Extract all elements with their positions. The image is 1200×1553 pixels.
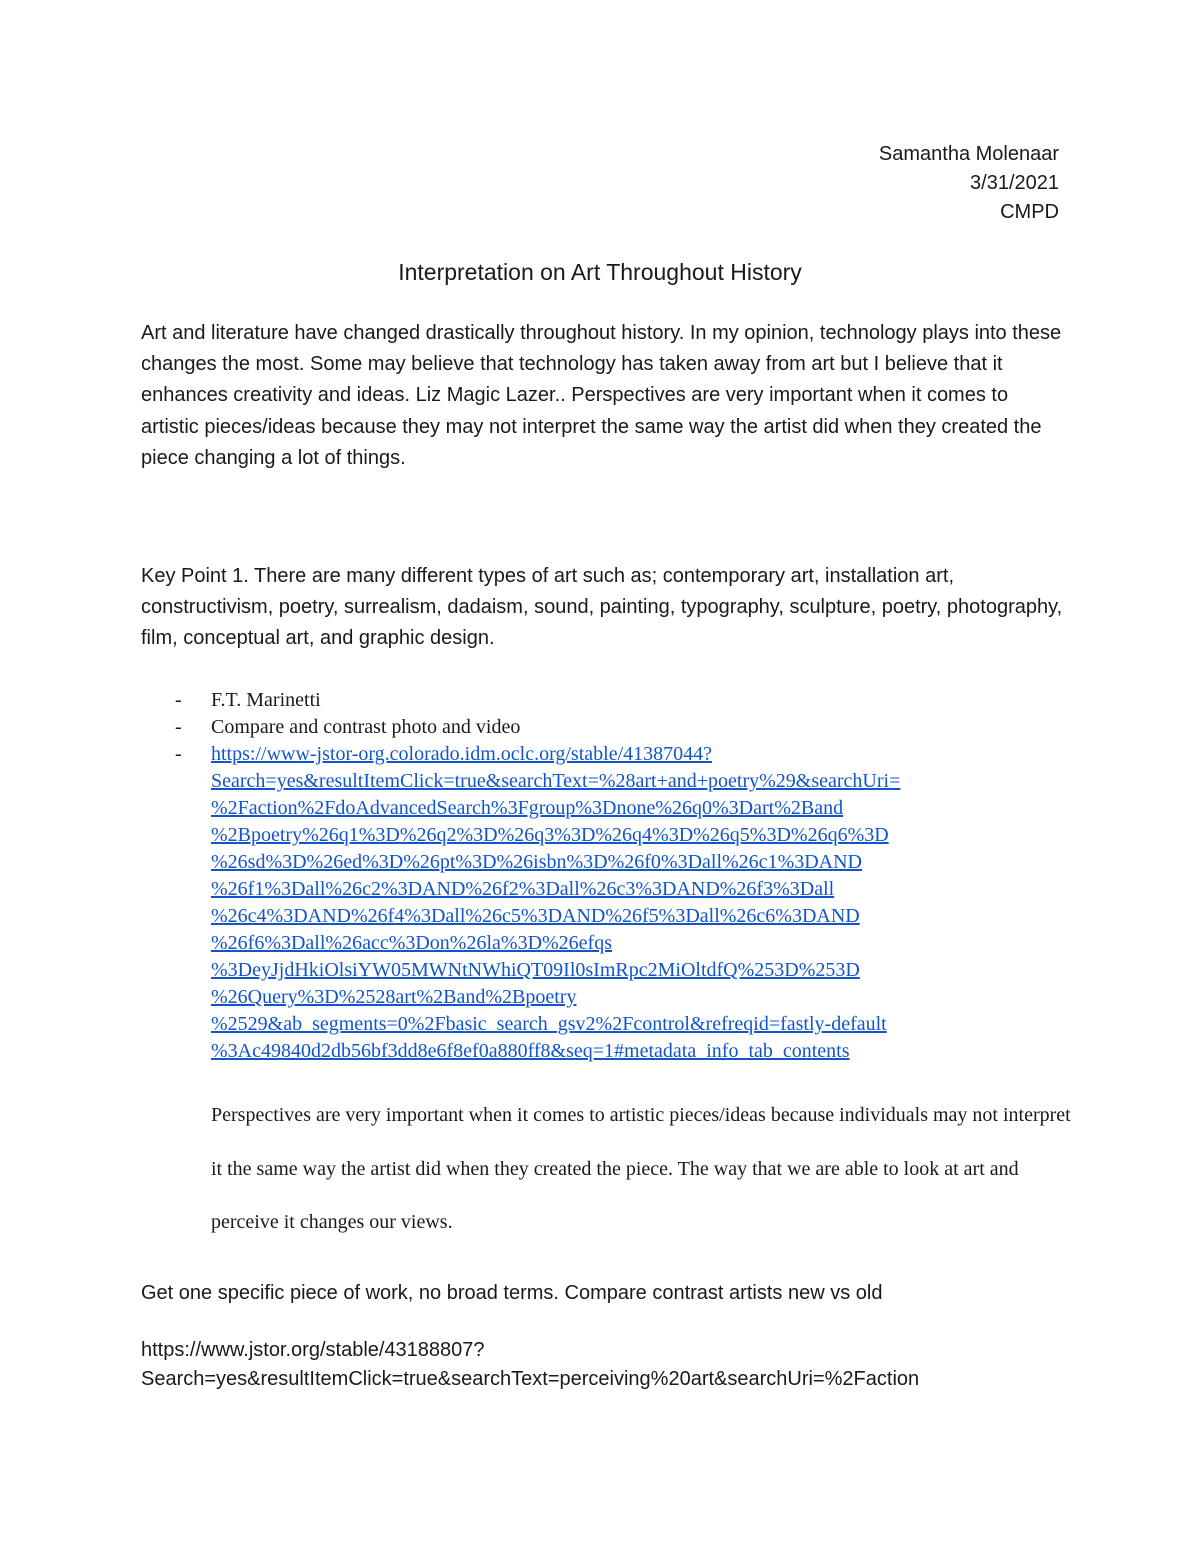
link-line: %2Bpoetry%26q1%3D%26q2%3D%26q3%3D%26q4%3D%26q5%3D%26q6%3D: [211, 824, 889, 846]
link-line: %26sd%3D%26ed%3D%26pt%3D%26isbn%3D%26f0%3Dall%26c1%3DAND: [211, 851, 862, 873]
link-line: %26c4%3DAND%26f4%3Dall%26c5%3DAND%26f5%3Dall%26c6%3DAND: [211, 905, 860, 927]
document-title: Interpretation on Art Throughout History: [398, 259, 802, 285]
date: 3/31/2021: [970, 172, 1059, 194]
link-line: %3DeyJjdHkiOlsiYW05MWNtNWhiQT09Il0sImRpc2MiOltdfQ%253D%253D: [211, 959, 860, 981]
link-line: https://www-jstor-org.colorado.idm.oclc.org/stable/41387044?: [211, 743, 713, 765]
link-line: %3Ac49840d2db56bf3dd8e6f8ef0a880ff8&seq=1#metadata_info_tab_contents: [211, 1040, 850, 1062]
bullet-dash: -: [175, 689, 182, 711]
bullet-text-marinetti: F.T. Marinetti: [211, 689, 321, 711]
note-paragraph: Get one specific piece of work, no broad terms. Compare contrast artists new vs old: [141, 1282, 883, 1304]
link-line: %2Faction%2FdoAdvancedSearch%3Fgroup%3Dnone%26q0%3Dart%2Band: [211, 797, 844, 819]
link-line: %26f1%3Dall%26c2%3DAND%26f2%3Dall%26c3%3DAND%26f3%3Dall: [211, 878, 835, 900]
perspective-paragraph: Perspectives are very important when it comes to artistic pieces/ideas because individuals may not interpret it the same way the artist did when they created the piece. The way that we are able to look at art and perceive it changes our views.: [211, 1104, 1071, 1233]
bullet-dash: -: [175, 743, 182, 765]
list-item: [141, 741, 1071, 1065]
jstor-link[interactable]: [211, 741, 1071, 1065]
intro-paragraph: Art and literature have changed drastically throughout history. In my opinion, technology plays into these changes the most. Some may believe that technology has taken away from art but I believe that it enhances creativity and ideas. Liz Magic Lazer.. Perspectives are very important when it comes to artistic pieces/ideas because they may not interpret the same way the artist did when they created the piece changing a lot of things.: [141, 322, 1062, 469]
second-url: [141, 1336, 1071, 1394]
link-line: Search=yes&resultItemClick=true&searchText=%28art+and+poetry%29&searchUri=: [211, 770, 901, 792]
second-url-line: Search=yes&resultItemClick=true&searchText=perceiving%20art&searchUri=%2Faction: [141, 1368, 920, 1390]
course-code: CMPD: [1000, 201, 1059, 223]
list-item: [141, 687, 1071, 714]
link-line: %26Query%3D%2528art%2Band%2Bpoetry: [211, 986, 577, 1008]
link-line: %26f6%3Dall%26acc%3Don%26la%3D%26efqs: [211, 932, 612, 954]
author-name: Samantha Molenaar: [878, 143, 1059, 165]
list-item: [141, 714, 1071, 741]
bullet-list: [141, 687, 1071, 1065]
bullet-dash: -: [175, 716, 182, 738]
bullet-text-compare: Compare and contrast photo and video: [211, 716, 521, 738]
link-line: %2529&ab_segments=0%2Fbasic_search_gsv2%2Fcontrol&refreqid=fastly-default: [211, 1013, 887, 1035]
second-url-line: https://www.jstor.org/stable/43188807?: [141, 1339, 485, 1361]
key-point-1-paragraph: Key Point 1. There are many different types of art such as; contemporary art, installation art, constructivism, poetry, surrealism, dadaism, sound, painting, typography, sculpture, poetry, photography, film, conceptual art, and graphic design.: [141, 565, 1063, 650]
header-block: [879, 140, 1059, 227]
